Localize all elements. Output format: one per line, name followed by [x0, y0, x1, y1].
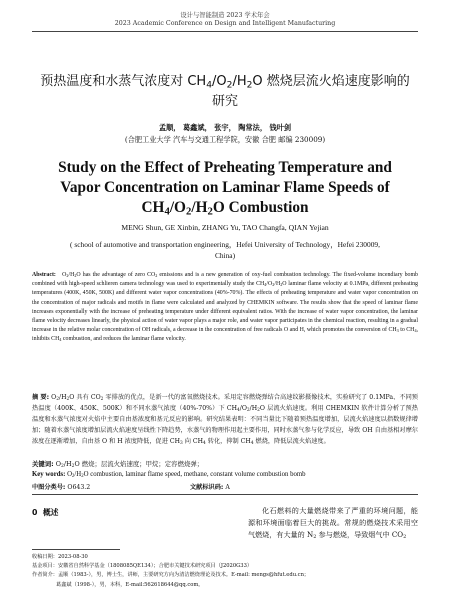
authors-en: MENG Shun, GE Xinbin, ZHANG Yu, TAO Changfa, QIAN Yejian — [121, 223, 329, 232]
affiliation-cn: (合肥工业大学 汽车与交通工程学院，安徽 合肥 邮编 230009) — [124, 135, 326, 144]
footnote-author-2: 葛鑫斌（1998-），男，本科，E-mail:562618644@qq.com。 — [56, 581, 204, 588]
title-cn: 预热温度和水蒸气浓度对 $CH_4/O_2/H_2O$ 燃烧层流火焰速度影响的研究 — [40, 74, 410, 109]
document-code: 文献标识码: A — [190, 484, 230, 491]
header-divider — [32, 31, 418, 32]
abstract-cn-label: 摘 要: — [32, 394, 50, 401]
abstract-en: Abstract: $O_2/H_2O$ has the advantage of zero $CO_2$ emissions and is a new generation of oxy-fuel combustion technology. The fixed-volume incendiary bomb combined with high-speed schlieren camera technology was used to experimentally study the $CH_4/O_2/H_2O$ laminar flame velocity at 0.1MPa, different preheating temperatures (400K, 450K, 500K) and different water vapor concentrations (40%-70%). The effects of preheating temperature and water vapor concentration on the concentration of major radicals and motifs in flame were calculated and analyzed by CHEMKIN software. The results show that the speed of laminar flame increases exponentially with the increase of preheating temperature under different equivalent ratios. With the increase of water vapor concentration, the laminar flame velocity decreases linearly, the physical action of water vapor plays a major role, and water vapor participates in the chemical reaction, resulting in a gradual increase in the relative molar concentration of OH radicals, a decrease in the concentration of free radicals O and H, which promotes the conversion of $CH_3$ to $CH_4$, inhibits $CH_4$ combustion, and reduces the laminar flame velocity. — [32, 272, 419, 343]
conference-header-en: 2023 Academic Conference on Design and Intelligent Manufacturing — [114, 20, 336, 27]
authors-cn: 孟顺， 葛鑫斌， 张宇， 陶常法， 钱叶剑 — [158, 123, 292, 132]
classification-row — [32, 482, 418, 491]
keywords-cn-label: 关键词: — [32, 460, 54, 468]
footnote-fund: 基金项目：安徽省自然科学基金（1808085QE134）；合肥市关键技术研究项目（J2020G33） — [32, 563, 253, 570]
keywords-cn: 关键词: $O_2/H_2O$ 燃烧；层流火焰速度；甲烷；定容燃烧弹； — [32, 460, 204, 470]
keywords-en-label: Key words: — [32, 471, 66, 478]
affiliation-en: ( school of automotive and transportation engineering，Hefei University of Technology，Hefei 230009, China) — [70, 240, 380, 260]
footnotes — [32, 553, 418, 590]
footnote-received: 收稿日期：2023-08-30 — [32, 554, 88, 560]
section-divider — [32, 494, 418, 495]
classification-label: 中图分类号: — [32, 484, 66, 491]
abstract-cn: 摘 要: $O_2/H_2O$ 具有 $CO_2$ 零排放的优点，是新一代的富氧燃烧技术。采用定容燃烧弹结合高速纹影摄像技术，实验研究了 0.1MPa、不同预热温度（400K、450K、500K）和不同水蒸气浓度（40%-70%）下 $CH_4/O_2/H_2O$ 层流火焰速度。利用 CHEMKIN 软件计算分析了预热温度和水蒸气浓度对火焰中主要自由基浓度和基元反应的影响。研究结果表明：不同当量比下随着预热温度增加，层流火焰速度以指数规律增加；随着水蒸气浓度增加层流火焰速度呈线性下降趋势，水蒸气的物理作用起主要作用，同时水蒸气参与化学反应，导致 OH 自由基相对摩尔浓度在逐渐增加，自由基 O 和 H 浓度降低，促进 $CH_3$ 向 $CH_4$ 转化，抑制 $CH_4$ 燃烧，降低层流火焰速度。 — [32, 394, 418, 447]
section-heading: 0 概述 — [32, 508, 59, 517]
title-en: Study on the Effect of Preheating Temperature and Vapor Concentration on Laminar Flame Speeds of $CH_4/O_2/H_2O$ Combustion — [58, 159, 392, 218]
abstract-en-label: Abstract: — [32, 272, 56, 278]
intro-paragraph: 化石燃料的大量燃烧带来了严重的环境问题，能源和环境面临着巨大的挑战。常规的燃烧技术采用空气燃烧，有大量的 $N_2$ 参与燃烧，导致烟气中 $CO_2$ — [248, 506, 418, 541]
classification-value: O643.2 — [65, 484, 91, 491]
keywords-en: Key words: $O_2/H_2O$ combustion, laminar flame speed, methane, constant volume combustion bomb — [32, 471, 306, 480]
footnote-divider — [32, 549, 120, 550]
conference-header-cn: 设计与智能制造 2023 学术年会 — [180, 12, 270, 19]
footnote-author: 作者简介：孟顺（1983-），男，博士生，讲师，主要研究方向为清洁燃烧理论及技术。E-mail: mengs@hfut.edu.cn； — [32, 572, 310, 579]
